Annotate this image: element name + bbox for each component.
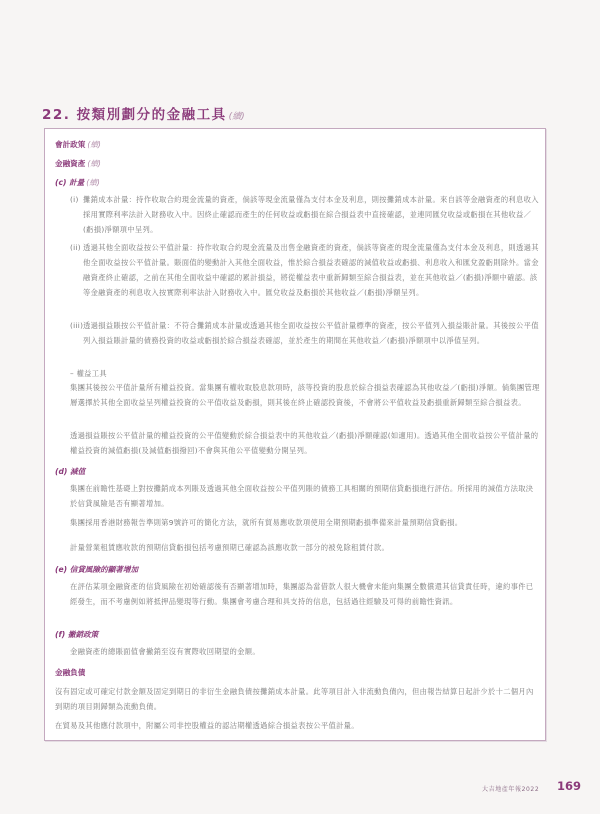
measurement-item-1 bbox=[70, 192, 540, 237]
impairment-paragraph-2: 集團採用香港財務報告準則第9號許可的簡化方法，就所有貿易應收款項使用全期預期虧損準備來計量預期信貸虧損。 bbox=[70, 518, 463, 527]
impairment-paragraph-3: 計量營業租賃應收款的預期信貸虧損包括考慮預期已確認為該應收款一部分的被免除租賃付款。 bbox=[70, 543, 390, 552]
heading-measurement bbox=[55, 177, 100, 188]
heading-financial-assets bbox=[55, 158, 101, 169]
impairment-paragraph-1: 集團在前瞻性基礎上對按攤銷成本列賬及透過其他全面收益按公平值列賬的債務工具相關的預期信貸虧損進行評估。所採用的減值方法取決於信貸風險是否有顯著增加。 bbox=[70, 484, 534, 508]
equity-paragraph-1: 集團其後按公平值計量所有權益投資。當集團有權收取股息款項時，該等投資的股息於綜合損益表確認為其他收益／(虧損)淨額。倘集團管理層選擇於其他全面收益呈列權益投資的公平值收益及虧損，則其後在終止確認投資後，不會將公平值收益及虧損重新歸類至綜合損益表。 bbox=[70, 383, 540, 407]
section-title-text: 22. 按類別劃分的金融工具 bbox=[42, 107, 227, 123]
section-title bbox=[42, 103, 245, 123]
item-text: 透過其他全面收益按公平值計量：持作收取合約現金流量及出售金融資產的資產，倘該等資產的現金流量僅為支付本金及利息，則透過其他全面收益按公平值計量。賬面值的變動計入其他全面收益，惟於綜合損益表確認的減值收益或虧損、利息收入和匯兌盈虧則除外。當金融資產終止確認，之前在其他全面收益中確認的累計損益，將從權益表中重新歸類至綜合損益表，並在其他收益／(虧損)淨額中確認。該等金融資產的利息收入按實際利率法計入財務收入中。匯兌收益及虧損於其他收益／(虧損)淨額呈列。 bbox=[83, 243, 539, 297]
continued-marker: (續) bbox=[228, 112, 245, 122]
continued-marker: (續) bbox=[87, 159, 101, 168]
write-off-paragraph: 金融資產的總賬面值會撇銷至沒有實際收回期望的金額。 bbox=[70, 647, 260, 656]
heading-write-off: (f) 撇銷政策 bbox=[55, 630, 99, 639]
item-number: (iii) bbox=[70, 321, 84, 330]
heading-significant-increase: (e) 信貸風險的顯著增加 bbox=[55, 565, 139, 574]
measurement-item-3 bbox=[70, 318, 540, 348]
publication-name: 大吉地產年報2022 bbox=[482, 786, 540, 793]
equity-paragraph-2: 透過損益賬按公平值計量的權益投資的公平值變動於綜合損益表中的其他收益／(虧損)淨額確認(如適用)。透過其他全面收益按公平值計量的權益投資的減值虧損(及減值虧損撥回)不會與其他公平值變動分開呈列。 bbox=[70, 431, 539, 455]
item-text: 攤銷成本計量：持作收取合約現金流量的資產，倘該等現金流量僅為支付本金及利息，則按攤銷成本計量。來自該等金融資產的利息收入採用實際利率法計入財務收入中。因終止確認而產生的任何收益或虧損在綜合損益表中直接確認，並連同匯兌收益或虧損在其他收益／(虧損)淨額項中呈列。 bbox=[83, 195, 539, 234]
liabilities-paragraph-2: 在貿易及其他應付款項中，附屬公司非控股權益的認沽期權透過綜合損益表按公平值計量。 bbox=[55, 721, 359, 730]
heading-financial-liabilities: 金融負債 bbox=[55, 668, 86, 677]
item-number: (i) bbox=[70, 195, 79, 204]
significant-increase-paragraph: 在評估某項金融資產的信貸風險在初始確認後有否顯著增加時，集團認為當借款人很大機會未能向集團全數償還其信貸責任時，違約事件已經發生，而不考慮例如將抵押品變現等行動。集團會考慮合理和具支持的信息，包括過往經驗及可得的前瞻性資訊。 bbox=[70, 582, 534, 606]
heading-impairment: (d) 減值 bbox=[55, 467, 86, 476]
heading-accounting-policies bbox=[55, 139, 101, 150]
page-number: 169 bbox=[557, 779, 582, 793]
liabilities-paragraph-1: 沒有固定或可確定付款金額及固定到期日的非衍生金融負債按攤銷成本計量。此等項目計入非流動負債內，但由報告結算日起計少於十二個月內到期的項目則歸類為流動負債。 bbox=[55, 687, 534, 711]
measurement-item-2 bbox=[70, 240, 540, 300]
equity-instruments-label: – 權益工具 bbox=[70, 369, 107, 378]
heading-text: (c) 計量 bbox=[55, 178, 85, 187]
heading-text: 金融資產 bbox=[55, 159, 86, 168]
continued-marker: (續) bbox=[87, 140, 101, 149]
continued-marker: (續) bbox=[86, 178, 100, 187]
heading-text: 會計政策 bbox=[55, 140, 86, 149]
item-number: (ii) bbox=[70, 243, 81, 252]
item-text: 透過損益賬按公平值計量：不符合攤銷成本計量或透過其他全面收益按公平值計量標準的資產，按公平值列入損益賬計量。其後按公平值列入損益賬計量的債務投資的收益或虧損於綜合損益表確認，並於產生的期間在其他收益／(虧損)淨額項中以淨值呈列。 bbox=[83, 321, 539, 345]
